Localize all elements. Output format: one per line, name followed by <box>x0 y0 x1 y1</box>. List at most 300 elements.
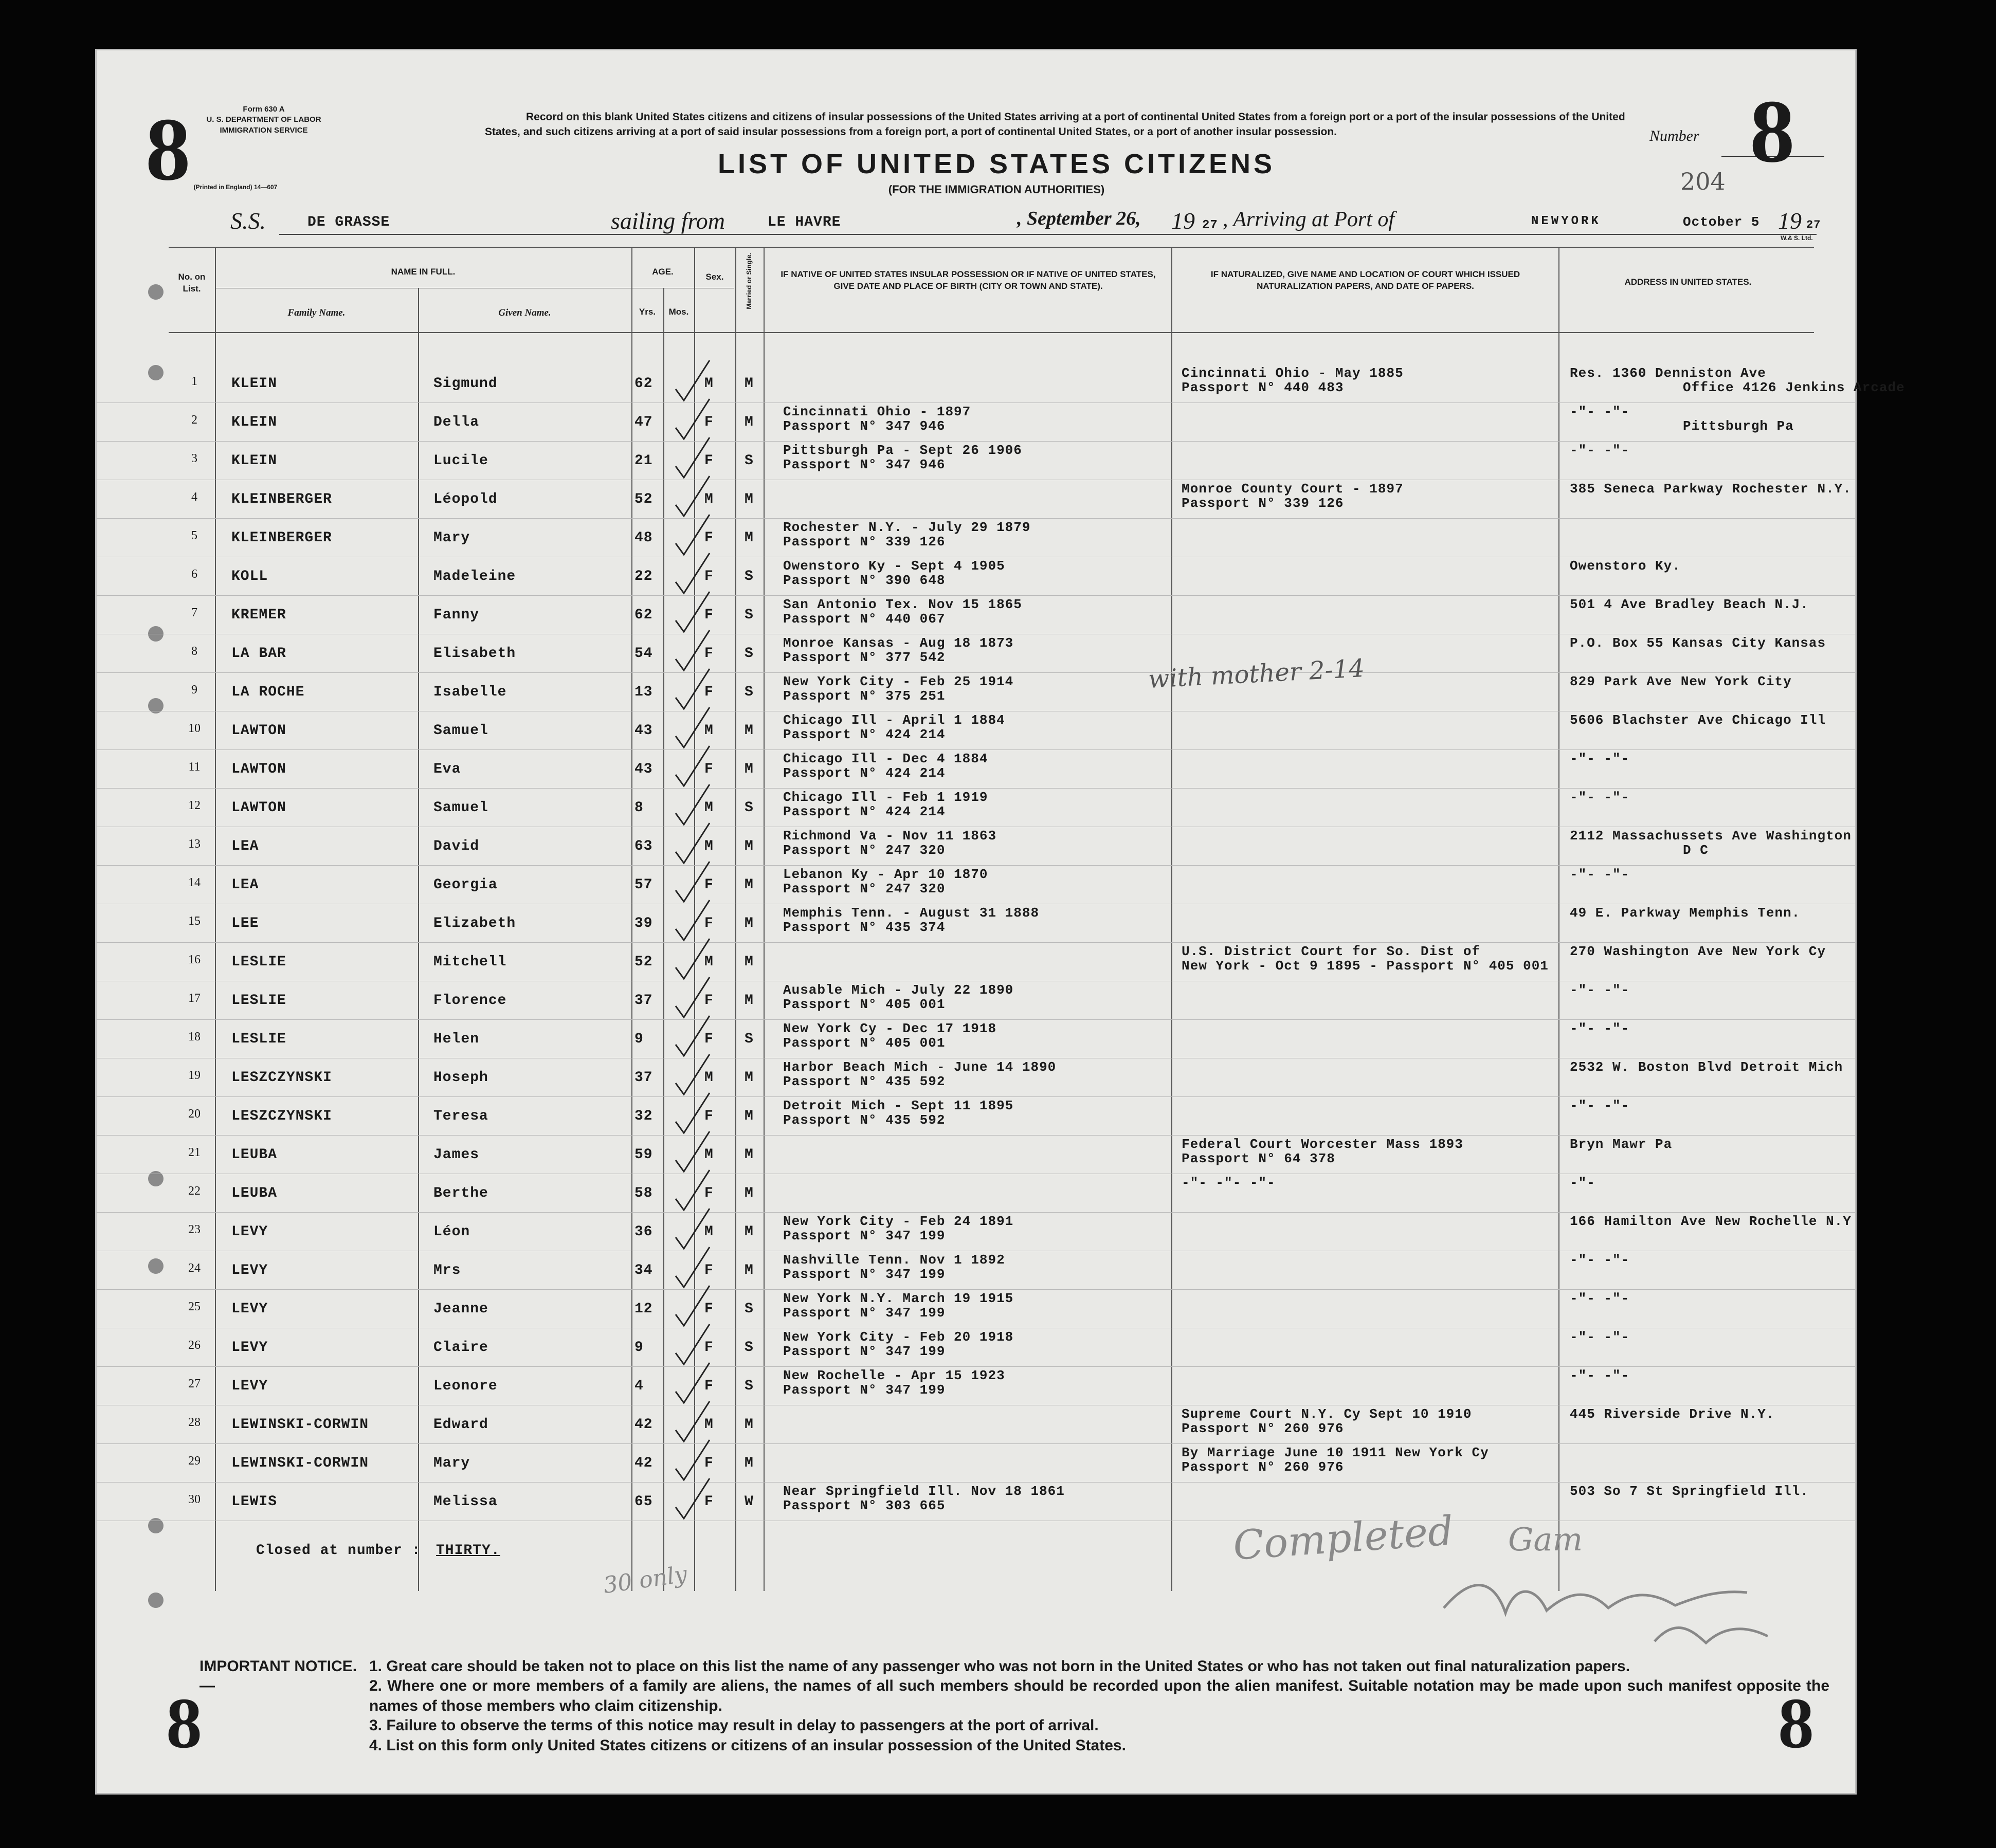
us-address: -"- -"- <box>1570 1329 1630 1345</box>
header-mos: Mos. <box>668 307 689 317</box>
sex: F <box>704 993 714 1009</box>
family-name: LEWINSKI-CORWIN <box>231 1455 369 1471</box>
birth-place-date: Nashville Tenn. Nov 1 1892 <box>783 1252 1005 1268</box>
form-instructions: Record on this blank United States citizens and citizens of insular possessions of the United States arriving at a port of continental United States from a foreign port or a port of the insular possessions of the United States, and such citizens arriving at a port of said insular possessions from a foreign port, a port of continental United States, or a port of another insular possession. <box>485 111 1625 138</box>
us-address: -"- -"- <box>1570 1291 1630 1306</box>
row-number: 17 <box>188 992 201 1005</box>
sex: F <box>704 569 714 584</box>
row-number: 28 <box>188 1416 201 1429</box>
check-mark-icon <box>673 1475 714 1524</box>
birth-passport: Passport N° 347 199 <box>783 1228 946 1243</box>
marital-status: M <box>745 761 754 777</box>
row-rule <box>97 1135 1855 1136</box>
us-address: 445 Riverside Drive N.Y. <box>1570 1406 1775 1422</box>
marital-status: S <box>745 607 754 623</box>
naturalization-court: Monroe County Court - 1897 <box>1182 481 1404 497</box>
row-number: 8 <box>191 645 197 658</box>
form-subtitle: (FOR THE IMMIGRATION AUTHORITIES) <box>888 183 1105 196</box>
row-number: 5 <box>191 529 197 542</box>
age-years: 9 <box>634 1031 644 1047</box>
row-number: 29 <box>188 1454 201 1468</box>
marital-status: M <box>745 993 754 1009</box>
row-number: 22 <box>188 1184 201 1198</box>
family-name: LEVY <box>231 1301 268 1317</box>
row-number: 13 <box>188 837 201 851</box>
family-name: LESLIE <box>231 1031 286 1047</box>
birth-place-date: Lebanon Ky - Apr 10 1870 <box>783 867 988 882</box>
arrival-date: October 5 <box>1683 214 1760 230</box>
manifest-sheet <box>95 49 1905 1795</box>
birth-place-date: Ausable Mich - July 22 1890 <box>783 982 1014 998</box>
us-address: 2112 Massachussets Ave Washington <box>1570 828 1852 844</box>
ss-label: S.S. <box>230 208 266 234</box>
row-rule <box>97 865 1855 866</box>
family-name: LEWINSKI-CORWIN <box>231 1417 369 1433</box>
birth-place-date: New York City - Feb 25 1914 <box>783 674 1014 689</box>
given-name: Jeanne <box>433 1301 488 1317</box>
birth-place-date: Richmond Va - Nov 11 1863 <box>783 828 997 844</box>
family-name: KLEINBERGER <box>231 530 332 546</box>
given-name: Elisabeth <box>433 646 516 662</box>
us-address: 385 Seneca Parkway Rochester N.Y. <box>1570 481 1852 497</box>
row-number: 20 <box>188 1107 201 1121</box>
given-name: Samuel <box>433 723 488 739</box>
voyage-line <box>230 207 1821 238</box>
row-rule <box>97 1366 1855 1367</box>
birth-passport: Passport N° 339 126 <box>783 534 946 550</box>
sheet-number-bottom-right: 8 <box>1778 1684 1814 1763</box>
age-years: 34 <box>634 1263 653 1278</box>
birth-place-date: Pittsburgh Pa - Sept 26 1906 <box>783 443 1022 458</box>
age-years: 47 <box>634 414 653 430</box>
marital-status: M <box>745 954 754 970</box>
handwritten-initials: Gam <box>1508 1521 1583 1558</box>
marital-status: M <box>745 723 754 739</box>
birth-place-date: Chicago Ill - April 1 1884 <box>783 712 1005 728</box>
handwritten-completed: Completed <box>1231 1508 1455 1569</box>
sex: F <box>704 530 714 546</box>
birth-place-date: Cincinnati Ohio - 1897 <box>783 404 971 419</box>
closed-at-value: THIRTY. <box>436 1543 500 1559</box>
given-name: Melissa <box>433 1494 498 1510</box>
sheet-number-top-left: 8 <box>146 99 191 199</box>
birth-place-date: New York N.Y. March 19 1915 <box>783 1291 1014 1306</box>
us-address: Res. 1360 Denniston Ave <box>1570 365 1766 381</box>
us-address: -"- -"- <box>1570 1252 1630 1268</box>
header-sex: Sex. <box>705 272 724 282</box>
age-years: 65 <box>634 1494 653 1510</box>
birth-passport: Passport N° 377 542 <box>783 650 946 665</box>
sex: F <box>704 684 714 700</box>
family-name: LEVY <box>231 1224 268 1240</box>
number-label: Number <box>1649 127 1699 144</box>
given-name: Hoseph <box>433 1070 488 1086</box>
marital-status: M <box>745 1070 754 1086</box>
sex: F <box>704 761 714 777</box>
row-rule <box>97 749 1855 750</box>
marital-status: S <box>745 684 754 700</box>
us-address: -"- -"- <box>1570 751 1630 766</box>
family-name: LEVY <box>231 1340 268 1356</box>
given-name: Samuel <box>433 800 488 816</box>
given-name: Isabelle <box>433 684 507 700</box>
sex: F <box>704 1340 714 1356</box>
sex: M <box>704 838 714 854</box>
departure-date: , September 26, <box>1017 208 1141 229</box>
birth-passport: Passport N° 405 001 <box>783 1035 946 1051</box>
given-name: Leonore <box>433 1378 498 1394</box>
age-years: 52 <box>634 954 653 970</box>
birth-place-date: Chicago Ill - Feb 1 1919 <box>783 790 988 805</box>
row-rule <box>97 1212 1855 1213</box>
birth-place-date: Monroe Kansas - Aug 18 1873 <box>783 635 1014 651</box>
sex: F <box>704 1301 714 1317</box>
given-name: Georgia <box>433 877 498 893</box>
family-name: LA BAR <box>231 646 286 662</box>
family-name: KLEIN <box>231 453 278 469</box>
printer-mark: W.& S. Ltd. <box>1781 234 1813 242</box>
age-years: 42 <box>634 1417 653 1433</box>
sex: F <box>704 916 714 931</box>
family-name: KLEINBERGER <box>231 491 332 507</box>
us-address: P.O. Box 55 Kansas City Kansas <box>1570 635 1826 651</box>
port-from: LE HAVRE <box>768 214 841 230</box>
given-name: Elizabeth <box>433 916 516 931</box>
marital-status: S <box>745 800 754 816</box>
sex: F <box>704 1108 714 1124</box>
family-name: LESZCZYNSKI <box>231 1070 332 1086</box>
marital-status: M <box>745 838 754 854</box>
given-name: Mary <box>433 1455 470 1471</box>
age-years: 37 <box>634 993 653 1009</box>
family-name: LEUBA <box>231 1185 278 1201</box>
age-years: 57 <box>634 877 653 893</box>
family-name: LEVY <box>231 1378 268 1394</box>
birth-passport: Passport N° 347 946 <box>783 457 946 472</box>
marital-status: M <box>745 530 754 546</box>
birth-passport: Passport N° 375 251 <box>783 688 946 704</box>
us-address: -"- -"- <box>1570 1021 1630 1036</box>
sex: F <box>704 453 714 469</box>
age-years: 43 <box>634 761 653 777</box>
given-name: Edward <box>433 1417 488 1433</box>
inspector-signature <box>1434 1551 1793 1659</box>
given-name: James <box>433 1147 480 1163</box>
birth-passport: Passport N° 424 214 <box>783 727 946 742</box>
birth-place-date: San Antonio Tex. Nov 15 1865 <box>783 597 1022 612</box>
naturalization-passport: Passport N° 339 126 <box>1182 496 1344 511</box>
sex: M <box>704 1070 714 1086</box>
family-name: LESZCZYNSKI <box>231 1108 332 1124</box>
age-years: 48 <box>634 530 653 546</box>
row-number: 1 <box>191 375 197 388</box>
sex: F <box>704 414 714 430</box>
us-address: Owenstoro Ky. <box>1570 558 1681 574</box>
sheet-number-top-right: 8 <box>1750 81 1795 181</box>
age-years: 13 <box>634 684 653 700</box>
marital-status: S <box>745 569 754 584</box>
marital-status: M <box>745 1417 754 1433</box>
sex: F <box>704 646 714 662</box>
us-address: 501 4 Ave Bradley Beach N.J. <box>1570 597 1809 612</box>
sex: F <box>704 607 714 623</box>
age-years: 63 <box>634 838 653 854</box>
row-number: 4 <box>191 490 197 504</box>
family-name: LEA <box>231 838 259 854</box>
birth-passport: Passport N° 347 199 <box>783 1382 946 1398</box>
us-address: -"- -"- <box>1570 982 1630 998</box>
sex: F <box>704 1031 714 1047</box>
given-name: Eva <box>433 761 461 777</box>
punch-hole <box>148 284 164 300</box>
birth-passport: Passport N° 347 946 <box>783 418 946 434</box>
birth-passport: Passport N° 435 592 <box>783 1112 946 1128</box>
birth-passport: Passport N° 424 214 <box>783 765 946 781</box>
row-number: 26 <box>188 1339 201 1352</box>
sailing-from-label: sailing from <box>611 208 725 234</box>
stamp-number: 204 <box>1680 168 1726 195</box>
family-name: LEE <box>231 916 259 931</box>
row-number: 12 <box>188 799 201 812</box>
birth-passport: Passport N° 347 199 <box>783 1305 946 1321</box>
row-number: 18 <box>188 1030 201 1044</box>
punch-hole <box>148 1593 164 1608</box>
form-number: Form 630 A <box>243 105 285 114</box>
row-number: 7 <box>191 606 197 619</box>
row-rule <box>97 402 1855 403</box>
age-years: 54 <box>634 646 653 662</box>
birth-place-date: Near Springfield Ill. Nov 18 1861 <box>783 1484 1065 1499</box>
row-number: 10 <box>188 722 201 735</box>
departure-year-suffix: 27 <box>1202 218 1218 232</box>
birth-place-date: New York City - Feb 20 1918 <box>783 1329 1014 1345</box>
header-given-name: Given Name. <box>498 307 551 318</box>
sex: F <box>704 877 714 893</box>
birth-place-date: New York Cy - Dec 17 1918 <box>783 1021 997 1036</box>
age-years: 39 <box>634 916 653 931</box>
marital-status: S <box>745 1031 754 1047</box>
birth-passport: Passport N° 347 199 <box>783 1344 946 1359</box>
sex: M <box>704 1224 714 1240</box>
birth-passport: Passport N° 390 648 <box>783 573 946 588</box>
given-name: Léon <box>433 1224 470 1240</box>
age-years: 4 <box>634 1378 644 1394</box>
age-years: 37 <box>634 1070 653 1086</box>
row-number: 2 <box>191 413 197 427</box>
family-name: KLEIN <box>231 414 278 430</box>
given-name: Della <box>433 414 480 430</box>
family-name: LEUBA <box>231 1147 278 1163</box>
notice-item: 1. Great care should be taken not to place on this list the name of any passenger who was not born in the United States or who has not taken out final naturalization papers. <box>369 1658 1630 1675</box>
age-years: 32 <box>634 1108 653 1124</box>
marital-status: M <box>745 414 754 430</box>
us-address: -"- -"- <box>1570 790 1630 805</box>
given-name: Fanny <box>433 607 480 623</box>
row-number: 3 <box>191 452 197 465</box>
age-years: 12 <box>634 1301 653 1317</box>
marital-status: W <box>745 1494 754 1510</box>
row-number: 16 <box>188 953 201 966</box>
us-address: Bryn Mawr Pa <box>1570 1137 1673 1152</box>
family-name: LA ROCHE <box>231 684 305 700</box>
marital-status: M <box>745 916 754 931</box>
us-address: 5606 Blachster Ave Chicago Ill <box>1570 712 1826 728</box>
arrival-year-suffix: 27 <box>1806 218 1821 231</box>
given-name: Léopold <box>433 491 498 507</box>
department-name: U. S. DEPARTMENT OF LABOR <box>206 115 321 124</box>
row-number: 25 <box>188 1300 201 1313</box>
row-rule <box>97 441 1855 442</box>
birth-place-date: New Rochelle - Apr 15 1923 <box>783 1368 1005 1383</box>
given-name: Sigmund <box>433 376 498 392</box>
birth-passport: Passport N° 347 199 <box>783 1267 946 1282</box>
marital-status: M <box>745 877 754 893</box>
naturalization-court: Cincinnati Ohio - May 1885 <box>1182 365 1404 381</box>
us-address: -"- -"- <box>1570 443 1630 458</box>
naturalization-passport: New York - Oct 9 1895 - Passport N° 405 001 <box>1182 958 1549 974</box>
marital-status: M <box>745 491 754 507</box>
birth-place-date: Detroit Mich - Sept 11 1895 <box>783 1098 1014 1113</box>
us-address: -"- -"- <box>1570 1098 1630 1113</box>
table-row <box>97 1484 1855 1528</box>
birth-passport: Passport N° 247 320 <box>783 881 946 896</box>
row-rule <box>97 942 1855 943</box>
us-address: -"- -"- <box>1570 867 1630 882</box>
row-number: 15 <box>188 914 201 928</box>
notice-item: 4. List on this form only United States citizens or citizens of an insular possession of the United States. <box>369 1736 1126 1754</box>
row-number: 24 <box>188 1261 201 1275</box>
naturalization-passport: Passport N° 260 976 <box>1182 1421 1344 1436</box>
age-years: 58 <box>634 1185 653 1201</box>
birth-passport: Passport N° 435 374 <box>783 920 946 935</box>
us-address: -"- -"- <box>1570 404 1630 419</box>
naturalization-passport: Passport N° 440 483 <box>1182 380 1344 395</box>
header-no-on-list: No. on List. <box>178 272 206 294</box>
notice-list <box>369 1657 1829 1755</box>
given-name: Berthe <box>433 1185 488 1201</box>
given-name: Teresa <box>433 1108 488 1124</box>
marital-status: M <box>745 1185 754 1201</box>
birth-place-date: Chicago Ill - Dec 4 1884 <box>783 751 988 766</box>
birth-place-date: Harbor Beach Mich - June 14 1890 <box>783 1059 1057 1075</box>
marital-status: M <box>745 1108 754 1124</box>
sex: M <box>704 491 714 507</box>
row-rule <box>97 1482 1855 1483</box>
age-years: 62 <box>634 376 653 392</box>
naturalization-court: U.S. District Court for So. Dist of <box>1182 944 1481 959</box>
header-age: AGE. <box>652 267 674 277</box>
sex: M <box>704 376 714 392</box>
row-number: 30 <box>188 1493 201 1506</box>
marital-status: M <box>745 1224 754 1240</box>
departure-year-prefix: 19 <box>1171 208 1195 234</box>
naturalization-passport: Passport N° 64 378 <box>1182 1151 1335 1166</box>
sex: M <box>704 954 714 970</box>
family-name: KLEIN <box>231 376 278 392</box>
form-header-block <box>171 104 356 136</box>
us-address-line2: D C <box>1683 843 1709 858</box>
family-name: LEVY <box>231 1263 268 1278</box>
header-name-in-full: NAME IN FULL. <box>391 267 456 277</box>
table-top-border <box>169 247 1814 248</box>
birth-passport: Passport N° 440 067 <box>783 611 946 627</box>
row-number: 23 <box>188 1223 201 1236</box>
row-rule <box>97 518 1855 519</box>
printed-note: (Printed in England) 14—607 <box>193 184 278 191</box>
notice-item: 3. Failure to observe the terms of this notice may result in delay to passengers at the port of arrival. <box>369 1717 1099 1734</box>
given-name: Mitchell <box>433 954 507 970</box>
sex: M <box>704 723 714 739</box>
sex: M <box>704 800 714 816</box>
us-address: 166 Hamilton Ave New Rochelle N.Y <box>1570 1214 1852 1229</box>
handwritten-count: 30 only <box>602 1561 689 1599</box>
age-years: 9 <box>634 1340 644 1356</box>
marital-status: M <box>745 1147 754 1163</box>
voyage-underline <box>279 234 1817 235</box>
sheet-number-bottom-left: 8 <box>166 1684 202 1763</box>
age-years: 21 <box>634 453 653 469</box>
family-name: LAWTON <box>231 761 286 777</box>
sex: F <box>704 1263 714 1278</box>
row-rule <box>97 1443 1855 1444</box>
marital-status: S <box>745 1301 754 1317</box>
arriving-label: , Arriving at Port of <box>1223 208 1395 231</box>
notice-heading: IMPORTANT NOTICE.— <box>199 1658 357 1695</box>
row-number: 27 <box>188 1377 201 1390</box>
row-rule <box>97 595 1855 596</box>
us-address: -"- -"- <box>1570 1368 1630 1383</box>
form-title: LIST OF UNITED STATES CITIZENS <box>718 149 1275 179</box>
handwritten-with-mother: with mother 2-14 <box>1147 654 1366 694</box>
age-years: 8 <box>634 800 644 816</box>
marital-status: S <box>745 646 754 662</box>
age-years: 36 <box>634 1224 653 1240</box>
age-years: 59 <box>634 1147 653 1163</box>
row-number: 11 <box>188 760 201 774</box>
family-name: LEWIS <box>231 1494 278 1510</box>
us-address: 270 Washington Ave New York Cy <box>1570 944 1826 959</box>
family-name: LESLIE <box>231 993 286 1009</box>
given-name: Lucile <box>433 453 488 469</box>
given-name: Florence <box>433 993 507 1009</box>
marital-status: S <box>745 453 754 469</box>
naturalization-court: Supreme Court N.Y. Cy Sept 10 1910 <box>1182 1406 1472 1422</box>
birth-place-date: Rochester N.Y. - July 29 1879 <box>783 520 1031 535</box>
table-header-bottom-border <box>169 332 1814 333</box>
given-name: Mrs <box>433 1263 461 1278</box>
birth-place-date: Owenstoro Ky - Sept 4 1905 <box>783 558 1005 574</box>
marital-status: S <box>745 1340 754 1356</box>
given-name: Claire <box>433 1340 488 1356</box>
us-address-line2: Pittsburgh Pa <box>1683 418 1794 434</box>
row-rule <box>97 1289 1855 1290</box>
us-address: -"- <box>1570 1175 1595 1191</box>
marital-status: M <box>745 1263 754 1278</box>
row-rule <box>97 672 1855 673</box>
birth-place-date: New York City - Feb 24 1891 <box>783 1214 1014 1229</box>
birth-passport: Passport N° 303 665 <box>783 1498 946 1513</box>
birth-passport: Passport N° 435 592 <box>783 1074 946 1089</box>
us-address: 49 E. Parkway Memphis Tenn. <box>1570 905 1801 921</box>
header-yrs: Yrs. <box>639 307 656 317</box>
ship-name: DE GRASSE <box>307 214 390 230</box>
sex: F <box>704 1494 714 1510</box>
row-rule <box>97 788 1855 789</box>
sex: F <box>704 1378 714 1394</box>
header-naturalized: IF NATURALIZED, GIVE NAME AND LOCATION OF COURT WHICH ISSUED NATURALIZATION PAPERS, AND DATE OF PAPERS. <box>1210 269 1520 291</box>
arrival-year-prefix: 19 <box>1778 208 1802 234</box>
family-name: LAWTON <box>231 723 286 739</box>
